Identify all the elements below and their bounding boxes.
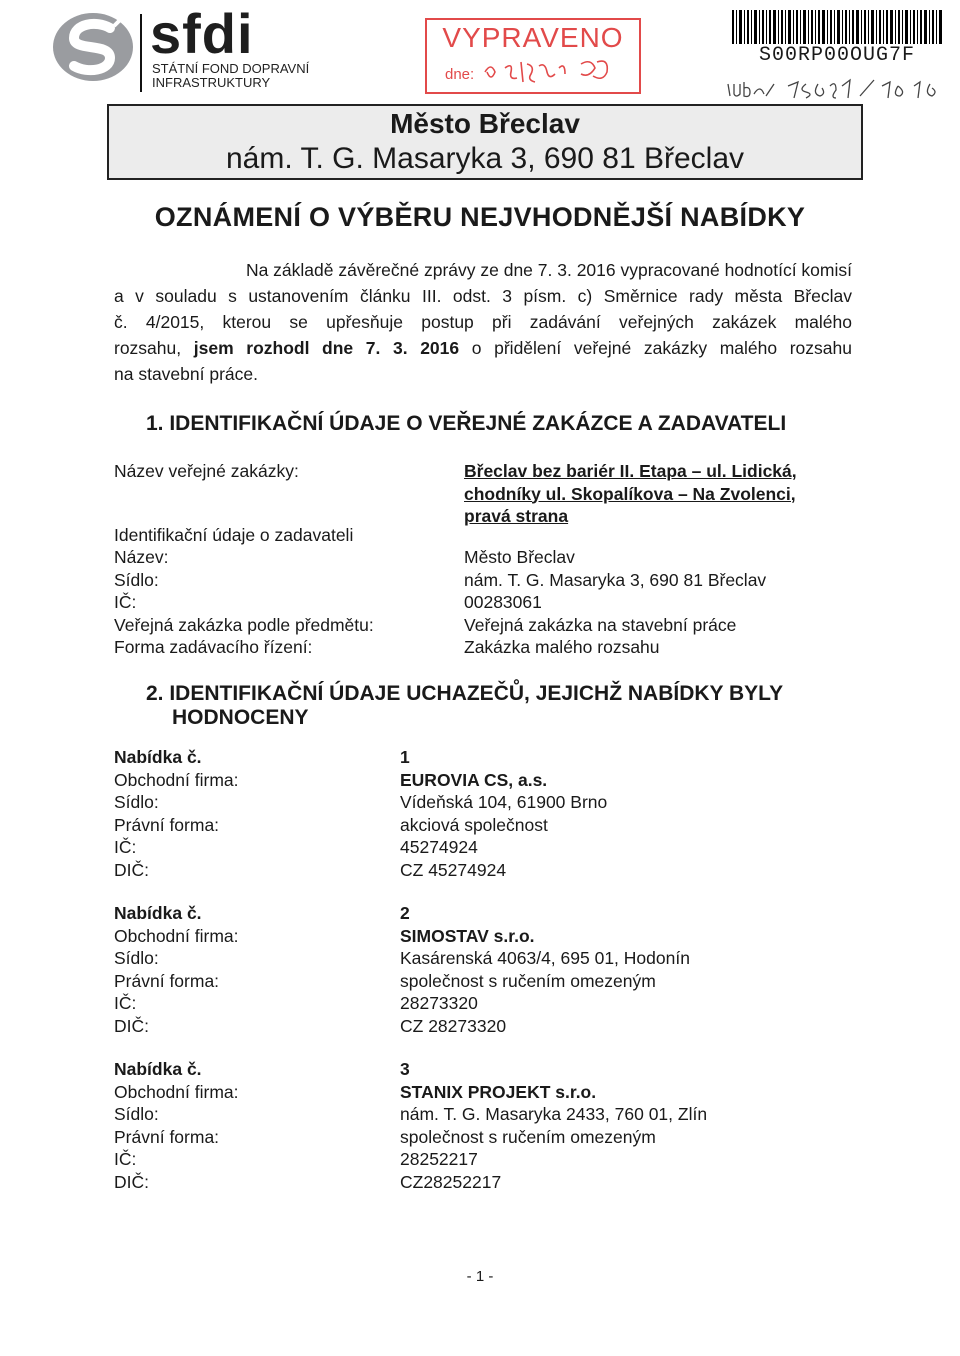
section-1-heading: 1. IDENTIFIKAČNÍ ÚDAJE O VEŘEJNÉ ZAKÁZCE A ZADAVATELI bbox=[146, 412, 787, 435]
offer-legal-form: společnost s ručením omezeným bbox=[400, 970, 656, 991]
offer-dic: CZ 28273320 bbox=[400, 1015, 507, 1036]
stamp-date-label: dne: bbox=[445, 66, 475, 83]
authority-field-value: 00283061 bbox=[464, 592, 542, 612]
dispatch-stamp bbox=[425, 18, 641, 94]
logo-subtitle: STÁTNÍ FOND DOPRAVNÍ INFRASTRUKTURY bbox=[152, 61, 310, 90]
offer-seat: nám. T. G. Masaryka 2433, 760 01, Zlín bbox=[400, 1104, 708, 1124]
authority-field-label: Sídlo: bbox=[114, 569, 159, 590]
authority-field-label: Veřejná zakázka podle předmětu: bbox=[114, 614, 374, 635]
authority-address: nám. T. G. Masaryka 3, 690 81 Břeclav bbox=[225, 142, 744, 175]
offer-number: 3 bbox=[400, 1059, 410, 1079]
intro-line: rozsahu, jsem rozhodl dne 7. 3. 2016 o přidělení veřejné zakázky malého rozsahu bbox=[114, 338, 852, 358]
offer-seat: Kasárenská 4063/4, 695 01, Hodonín bbox=[400, 948, 690, 968]
offer-3-values bbox=[400, 1058, 707, 1193]
contract-name-value: Břeclav bez bariér II. Etapa – ul. Lidická, chodníky ul. Skopalíkova – Na Zvolenci, pravá strana bbox=[464, 461, 797, 526]
intro-line: a v souladu s ustanovením článku III. odst. 3 písm. c) Směrnice rady města Břeclav bbox=[114, 286, 852, 306]
offer-legal-form: společnost s ručením omezeným bbox=[400, 1126, 656, 1147]
document-title: OZNÁMENÍ O VÝBĚRU NEJVHODNĚJŠÍ NABÍDKY bbox=[154, 202, 806, 232]
offer-ic: 45274924 bbox=[400, 837, 478, 857]
authority-field-value: Zakázka malého rozsahu bbox=[464, 637, 660, 657]
intro-line: Na základě závěrečné zprávy ze dne 7. 3. 2016 vypracované hodnotící komisí bbox=[245, 260, 852, 280]
logo-divider bbox=[140, 14, 142, 92]
authority-name: Město Břeclav bbox=[390, 108, 580, 139]
barcode-text: S00RP00OUG7F bbox=[758, 44, 916, 67]
offer-dic: CZ 45274924 bbox=[400, 859, 507, 880]
intro-line: č. 4/2015, kterou se upřesňuje postup při zadávání veřejných zakázek malého bbox=[114, 312, 852, 332]
offer-seat: Vídeňská 104, 61900 Brno bbox=[400, 792, 608, 812]
sfdi-logo-icon bbox=[52, 12, 134, 82]
offer-1-values bbox=[400, 746, 607, 881]
authority-field-value: Veřejná zakázka na stavební práce bbox=[464, 614, 737, 635]
authority-field-value: Město Břeclav bbox=[464, 547, 575, 567]
barcode-icon bbox=[732, 10, 942, 44]
handwritten-reference-signature bbox=[726, 72, 946, 102]
offer-company: SIMOSTAV s.r.o. bbox=[400, 925, 535, 946]
stamp-title: VYPRAVENO bbox=[442, 22, 624, 53]
contracting-authority-label: Identifikační údaje o zadavateli bbox=[114, 525, 354, 545]
offer-company: STANIX PROJEKT s.r.o. bbox=[400, 1081, 597, 1102]
offer-number: 2 bbox=[400, 903, 410, 923]
authority-details-values bbox=[464, 546, 766, 659]
handwritten-date-signature bbox=[477, 54, 627, 88]
intro-paragraph bbox=[114, 257, 852, 387]
offer-ic: 28252217 bbox=[400, 1149, 478, 1169]
offer-dic: CZ28252217 bbox=[400, 1171, 502, 1192]
offer-number: 1 bbox=[400, 747, 410, 767]
page-number: - 1 - bbox=[466, 1268, 494, 1285]
logo-name: sfdi bbox=[150, 2, 254, 65]
offer-3-labels: Nabídka č. Obchodní firma: Sídlo: Právní forma: IČ: DIČ: bbox=[114, 1059, 239, 1192]
decision-date: jsem rozhodl dne 7. 3. 2016 bbox=[193, 338, 460, 358]
offer-legal-form: akciová společnost bbox=[400, 814, 548, 835]
offer-2-values bbox=[400, 902, 690, 1037]
authority-field-label: Forma zadávacího řízení: bbox=[114, 637, 313, 657]
offer-1-labels: Nabídka č. Obchodní firma: Sídlo: Právní forma: IČ: DIČ: bbox=[114, 747, 239, 880]
offer-ic: 28273320 bbox=[400, 993, 478, 1013]
offer-company: EUROVIA CS, a.s. bbox=[400, 769, 548, 790]
offer-2-labels: Nabídka č. Obchodní firma: Sídlo: Právní forma: IČ: DIČ: bbox=[114, 903, 239, 1036]
authority-field-value: nám. T. G. Masaryka 3, 690 81 Břeclav bbox=[464, 569, 767, 590]
intro-line: na stavební práce. bbox=[114, 364, 258, 384]
authority-details-labels bbox=[114, 546, 374, 659]
authority-header bbox=[107, 104, 863, 180]
authority-field-label: Název: bbox=[114, 547, 169, 567]
authority-field-label: IČ: bbox=[114, 592, 137, 612]
contract-name-label: Název veřejné zakázky: bbox=[114, 461, 299, 481]
section-2-heading: 2. IDENTIFIKAČNÍ ÚDAJE UCHAZEČŮ, JEJICHŽ NABÍDKY BYLY HODNOCENY bbox=[146, 682, 784, 729]
